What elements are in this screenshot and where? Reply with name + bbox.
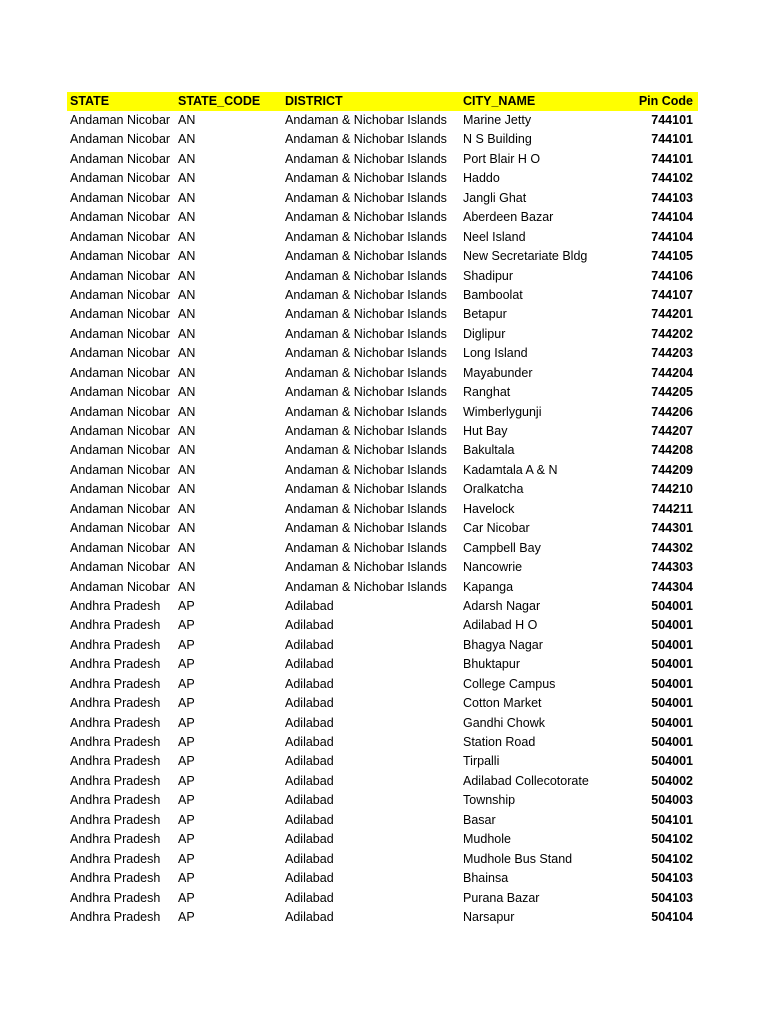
cell-state: Andhra Pradesh <box>70 773 161 788</box>
table-row <box>67 655 698 674</box>
cell-state-code: AN <box>178 346 196 361</box>
table-row <box>67 189 698 208</box>
cell-district: Andaman & Nichobar Islands <box>285 190 447 205</box>
cell-state: Andaman Nicobar <box>70 424 171 438</box>
cell-state-code: AN <box>178 560 196 575</box>
cell-state-code: AN <box>178 521 196 536</box>
cell-district: Adilabad <box>285 735 334 749</box>
cell-state-code: AN <box>178 501 196 516</box>
cell-district: Andaman & Nichobar Islands <box>285 113 447 127</box>
cell-city-name: Marine Jetty <box>463 113 532 127</box>
table-row <box>67 850 698 869</box>
cell-district: Andaman & Nichobar Islands <box>285 287 447 302</box>
cell-city-name: College Campus <box>463 676 556 691</box>
cell-state: Andaman Nicobar <box>70 171 171 186</box>
table-row <box>67 908 698 927</box>
cell-district: Adilabad <box>285 598 334 613</box>
cell-pin-code: 744103 <box>651 190 693 205</box>
cell-pin-code: 744203 <box>651 346 693 361</box>
cell-city-name: Car Nicobar <box>463 521 530 536</box>
cell-district: Andaman & Nichobar Islands <box>285 443 447 458</box>
cell-city-name: Nancowrie <box>463 560 523 575</box>
cell-district: Adilabad <box>285 715 334 730</box>
cell-state-code: AN <box>178 249 196 264</box>
cell-state: Andaman Nicobar <box>70 443 171 458</box>
cell-city-name: Tirpalli <box>463 754 500 769</box>
cell-state-code: AP <box>178 696 195 711</box>
table-row <box>67 344 698 363</box>
cell-state-code: AP <box>178 812 195 827</box>
cell-state: Andaman Nicobar <box>70 113 171 127</box>
header-pin-code: Pin Code <box>638 94 693 108</box>
cell-state-code: AP <box>178 851 195 866</box>
cell-district: Andaman & Nichobar Islands <box>285 521 447 536</box>
cell-district: Adilabad <box>285 773 334 788</box>
cell-district: Andaman & Nichobar Islands <box>285 229 447 244</box>
cell-district: Andaman & Nichobar Islands <box>285 326 447 341</box>
cell-state: Andhra Pradesh <box>70 696 161 711</box>
cell-state-code: AN <box>178 404 196 419</box>
cell-city-name: Aberdeen Bazar <box>463 210 554 225</box>
header-city-name: CITY_NAME <box>463 94 536 108</box>
cell-state: Andaman Nicobar <box>70 346 171 361</box>
cell-state: Andhra Pradesh <box>70 676 161 691</box>
cell-pin-code: 744207 <box>651 424 693 438</box>
cell-state-code: AN <box>178 326 196 341</box>
table-row <box>67 811 698 830</box>
cell-pin-code: 744101 <box>651 113 693 127</box>
cell-state: Andhra Pradesh <box>70 715 161 730</box>
cell-district: Adilabad <box>285 832 334 847</box>
cell-pin-code: 504001 <box>651 735 693 749</box>
cell-pin-code: 504001 <box>651 637 693 652</box>
table-row <box>67 616 698 635</box>
table-row <box>67 267 698 286</box>
cell-state: Andhra Pradesh <box>70 598 161 613</box>
table-row <box>67 869 698 888</box>
cell-state-code: AP <box>178 832 195 847</box>
cell-state: Andaman Nicobar <box>70 132 171 147</box>
cell-state-code: AP <box>178 754 195 769</box>
cell-pin-code: 744303 <box>651 560 693 575</box>
cell-district: Andaman & Nichobar Islands <box>285 579 447 594</box>
cell-district: Adilabad <box>285 793 334 808</box>
cell-state-code: AN <box>178 579 196 594</box>
cell-city-name: Basar <box>463 812 496 827</box>
cell-state-code: AP <box>178 637 195 652</box>
cell-state: Andhra Pradesh <box>70 812 161 827</box>
cell-state-code: AP <box>178 735 195 749</box>
cell-pin-code: 744107 <box>651 287 693 302</box>
cell-state-code: AN <box>178 113 196 127</box>
cell-city-name: Cotton Market <box>463 696 542 711</box>
cell-district: Adilabad <box>285 637 334 652</box>
table-row <box>67 305 698 324</box>
cell-city-name: Mayabunder <box>463 365 533 380</box>
table-row <box>67 150 698 169</box>
cell-state: Andaman Nicobar <box>70 268 171 283</box>
cell-state-code: AP <box>178 773 195 788</box>
cell-district: Andaman & Nichobar Islands <box>285 346 447 361</box>
cell-district: Andaman & Nichobar Islands <box>285 462 447 477</box>
cell-state: Andaman Nicobar <box>70 560 171 575</box>
cell-pin-code: 744202 <box>651 326 693 341</box>
cell-state-code: AN <box>178 307 196 322</box>
cell-city-name: Port Blair H O <box>463 151 541 166</box>
cell-state-code: AN <box>178 385 196 400</box>
cell-pin-code: 504104 <box>651 909 693 924</box>
cell-city-name: Mudhole Bus Stand <box>463 851 573 866</box>
cell-district: Adilabad <box>285 676 334 691</box>
cell-pin-code: 504003 <box>651 793 693 808</box>
cell-district: Andaman & Nichobar Islands <box>285 307 447 322</box>
table-row <box>67 208 698 227</box>
cell-state-code: AN <box>178 190 196 205</box>
cell-state: Andaman Nicobar <box>70 151 171 166</box>
cell-city-name: Narsapur <box>463 909 515 924</box>
cell-pin-code: 504103 <box>651 890 693 905</box>
cell-district: Andaman & Nichobar Islands <box>285 365 447 380</box>
cell-state: Andhra Pradesh <box>70 832 161 847</box>
cell-pin-code: 744201 <box>651 307 693 322</box>
table-row <box>67 383 698 402</box>
cell-city-name: Campbell Bay <box>463 540 541 555</box>
cell-state-code: AN <box>178 132 196 147</box>
cell-city-name: Bhuktapur <box>463 657 520 672</box>
cell-pin-code: 744209 <box>651 462 693 477</box>
table-row <box>67 675 698 694</box>
cell-state: Andhra Pradesh <box>70 637 161 652</box>
cell-state-code: AN <box>178 462 196 477</box>
cell-state-code: AP <box>178 657 195 672</box>
table-row <box>67 578 698 597</box>
table-row <box>67 461 698 480</box>
table-row <box>67 130 698 149</box>
cell-state-code: AP <box>178 909 195 924</box>
cell-state: Andhra Pradesh <box>70 618 161 633</box>
table-row <box>67 286 698 305</box>
cell-district: Adilabad <box>285 696 334 711</box>
cell-state: Andaman Nicobar <box>70 404 171 419</box>
cell-city-name: Haddo <box>463 171 500 186</box>
cell-pin-code: 744105 <box>651 249 693 264</box>
table-row <box>67 403 698 422</box>
cell-district: Andaman & Nichobar Islands <box>285 249 447 264</box>
cell-pin-code: 744101 <box>651 132 693 147</box>
cell-city-name: Gandhi Chowk <box>463 715 545 730</box>
cell-state: Andaman Nicobar <box>70 385 171 400</box>
cell-pin-code: 504001 <box>651 696 693 711</box>
cell-pin-code: 744210 <box>651 482 693 497</box>
cell-state: Andaman Nicobar <box>70 521 171 536</box>
cell-state: Andhra Pradesh <box>70 871 161 886</box>
cell-district: Andaman & Nichobar Islands <box>285 132 447 147</box>
cell-district: Andaman & Nichobar Islands <box>285 501 447 516</box>
cell-pin-code: 744302 <box>651 540 693 555</box>
table-row <box>67 714 698 733</box>
table-row <box>67 441 698 460</box>
cell-state: Andaman Nicobar <box>70 229 171 244</box>
cell-city-name: Havelock <box>463 501 515 516</box>
table-row <box>67 519 698 538</box>
cell-city-name: Bhainsa <box>463 871 509 886</box>
cell-state: Andhra Pradesh <box>70 657 161 672</box>
cell-state-code: AN <box>178 229 196 244</box>
cell-city-name: Station Road <box>463 735 536 749</box>
table-row <box>67 558 698 577</box>
cell-city-name: Kadamtala A & N <box>463 462 558 477</box>
table-row <box>67 597 698 616</box>
cell-district: Adilabad <box>285 754 334 769</box>
cell-state: Andaman Nicobar <box>70 190 171 205</box>
cell-city-name: Neel Island <box>463 229 526 244</box>
cell-state: Andhra Pradesh <box>70 851 161 866</box>
header-state-code: STATE_CODE <box>178 94 261 108</box>
cell-state-code: AP <box>178 793 195 808</box>
header-state: STATE <box>70 94 110 108</box>
cell-pin-code: 504001 <box>651 598 693 613</box>
cell-pin-code: 504001 <box>651 618 693 633</box>
cell-city-name: Adarsh Nagar <box>463 598 541 613</box>
cell-district: Adilabad <box>285 812 334 827</box>
table-body <box>67 111 698 927</box>
cell-state-code: AN <box>178 268 196 283</box>
table-row <box>67 830 698 849</box>
cell-district: Adilabad <box>285 909 334 924</box>
table-row <box>67 247 698 266</box>
cell-pin-code: 504001 <box>651 715 693 730</box>
cell-city-name: N S Building <box>463 132 532 147</box>
table-row <box>67 791 698 810</box>
cell-pin-code: 744204 <box>651 365 693 380</box>
table-row <box>67 636 698 655</box>
cell-pin-code: 744104 <box>651 210 693 225</box>
table-row <box>67 539 698 558</box>
cell-pin-code: 504002 <box>651 773 693 788</box>
cell-pin-code: 744208 <box>651 443 693 458</box>
cell-state: Andhra Pradesh <box>70 735 161 749</box>
cell-district: Adilabad <box>285 657 334 672</box>
cell-state-code: AN <box>178 540 196 555</box>
cell-state: Andaman Nicobar <box>70 482 171 497</box>
cell-state: Andaman Nicobar <box>70 540 171 555</box>
cell-pin-code: 504102 <box>651 851 693 866</box>
cell-state: Andaman Nicobar <box>70 210 171 225</box>
cell-district: Andaman & Nichobar Islands <box>285 540 447 555</box>
cell-city-name: Kapanga <box>463 579 514 594</box>
cell-pin-code: 504001 <box>651 676 693 691</box>
cell-state-code: AP <box>178 676 195 691</box>
cell-city-name: Betapur <box>463 307 507 322</box>
table-row <box>67 752 698 771</box>
cell-state-code: AN <box>178 482 196 497</box>
cell-city-name: Township <box>463 793 516 808</box>
table-header-row <box>67 92 698 111</box>
cell-state-code: AN <box>178 443 196 458</box>
cell-district: Andaman & Nichobar Islands <box>285 210 447 225</box>
cell-city-name: Ranghat <box>463 385 511 400</box>
cell-city-name: Shadipur <box>463 268 514 283</box>
cell-pin-code: 504001 <box>651 754 693 769</box>
cell-district: Adilabad <box>285 890 334 905</box>
table-row <box>67 111 698 130</box>
cell-state: Andhra Pradesh <box>70 909 161 924</box>
cell-city-name: Adilabad Collecotorate <box>463 773 589 788</box>
cell-city-name: Bamboolat <box>463 287 523 302</box>
cell-city-name: Hut Bay <box>463 424 508 438</box>
cell-city-name: Oralkatcha <box>463 482 524 497</box>
cell-district: Andaman & Nichobar Islands <box>285 560 447 575</box>
cell-pin-code: 744206 <box>651 404 693 419</box>
cell-district: Adilabad <box>285 871 334 886</box>
cell-district: Andaman & Nichobar Islands <box>285 385 447 400</box>
cell-district: Andaman & Nichobar Islands <box>285 151 447 166</box>
table-row <box>67 228 698 247</box>
cell-pin-code: 744301 <box>651 521 693 536</box>
table-row <box>67 694 698 713</box>
cell-state: Andhra Pradesh <box>70 890 161 905</box>
cell-state-code: AP <box>178 890 195 905</box>
table-row <box>67 889 698 908</box>
cell-state: Andhra Pradesh <box>70 754 161 769</box>
table-row <box>67 422 698 441</box>
cell-district: Andaman & Nichobar Islands <box>285 482 447 497</box>
cell-city-name: Wimberlygunji <box>463 404 542 419</box>
cell-state-code: AP <box>178 871 195 886</box>
table-row <box>67 364 698 383</box>
cell-pin-code: 744102 <box>651 171 693 186</box>
header-district: DISTRICT <box>285 94 343 108</box>
cell-state-code: AN <box>178 171 196 186</box>
cell-state: Andaman Nicobar <box>70 579 171 594</box>
cell-state: Andaman Nicobar <box>70 287 171 302</box>
cell-city-name: Bhagya Nagar <box>463 637 543 652</box>
data-table <box>67 92 698 927</box>
cell-city-name: Diglipur <box>463 326 506 341</box>
cell-state: Andaman Nicobar <box>70 501 171 516</box>
cell-pin-code: 744304 <box>651 579 693 594</box>
cell-pin-code: 744106 <box>651 268 693 283</box>
cell-state: Andaman Nicobar <box>70 326 171 341</box>
table-row <box>67 480 698 499</box>
cell-state-code: AN <box>178 424 196 438</box>
cell-pin-code: 744104 <box>651 229 693 244</box>
cell-state-code: AN <box>178 210 196 225</box>
cell-state: Andaman Nicobar <box>70 462 171 477</box>
cell-district: Adilabad <box>285 618 334 633</box>
cell-pin-code: 504001 <box>651 657 693 672</box>
cell-pin-code: 744205 <box>651 385 693 400</box>
cell-city-name: New Secretariate Bldg <box>463 249 588 264</box>
cell-state-code: AP <box>178 715 195 730</box>
cell-state-code: AP <box>178 598 195 613</box>
cell-city-name: Long Island <box>463 346 528 361</box>
cell-district: Andaman & Nichobar Islands <box>285 171 447 186</box>
cell-pin-code: 504102 <box>651 832 693 847</box>
table-row <box>67 733 698 752</box>
cell-district: Andaman & Nichobar Islands <box>285 268 447 283</box>
cell-city-name: Jangli Ghat <box>463 190 527 205</box>
table-row <box>67 500 698 519</box>
cell-state-code: AN <box>178 287 196 302</box>
cell-city-name: Bakultala <box>463 443 515 458</box>
table-row <box>67 772 698 791</box>
cell-state: Andaman Nicobar <box>70 365 171 380</box>
cell-city-name: Purana Bazar <box>463 890 540 905</box>
cell-pin-code: 504103 <box>651 871 693 886</box>
cell-state: Andhra Pradesh <box>70 793 161 808</box>
table-row <box>67 169 698 188</box>
cell-pin-code: 744101 <box>651 151 693 166</box>
cell-state: Andaman Nicobar <box>70 249 171 264</box>
cell-state-code: AN <box>178 365 196 380</box>
cell-district: Andaman & Nichobar Islands <box>285 424 447 438</box>
cell-district: Andaman & Nichobar Islands <box>285 404 447 419</box>
cell-pin-code: 744211 <box>651 501 693 516</box>
cell-state-code: AN <box>178 151 196 166</box>
table-row <box>67 325 698 344</box>
cell-city-name: Adilabad H O <box>463 618 538 633</box>
cell-state: Andaman Nicobar <box>70 307 171 322</box>
cell-city-name: Mudhole <box>463 832 511 847</box>
cell-state-code: AP <box>178 618 195 633</box>
cell-district: Adilabad <box>285 851 334 866</box>
cell-pin-code: 504101 <box>651 812 693 827</box>
